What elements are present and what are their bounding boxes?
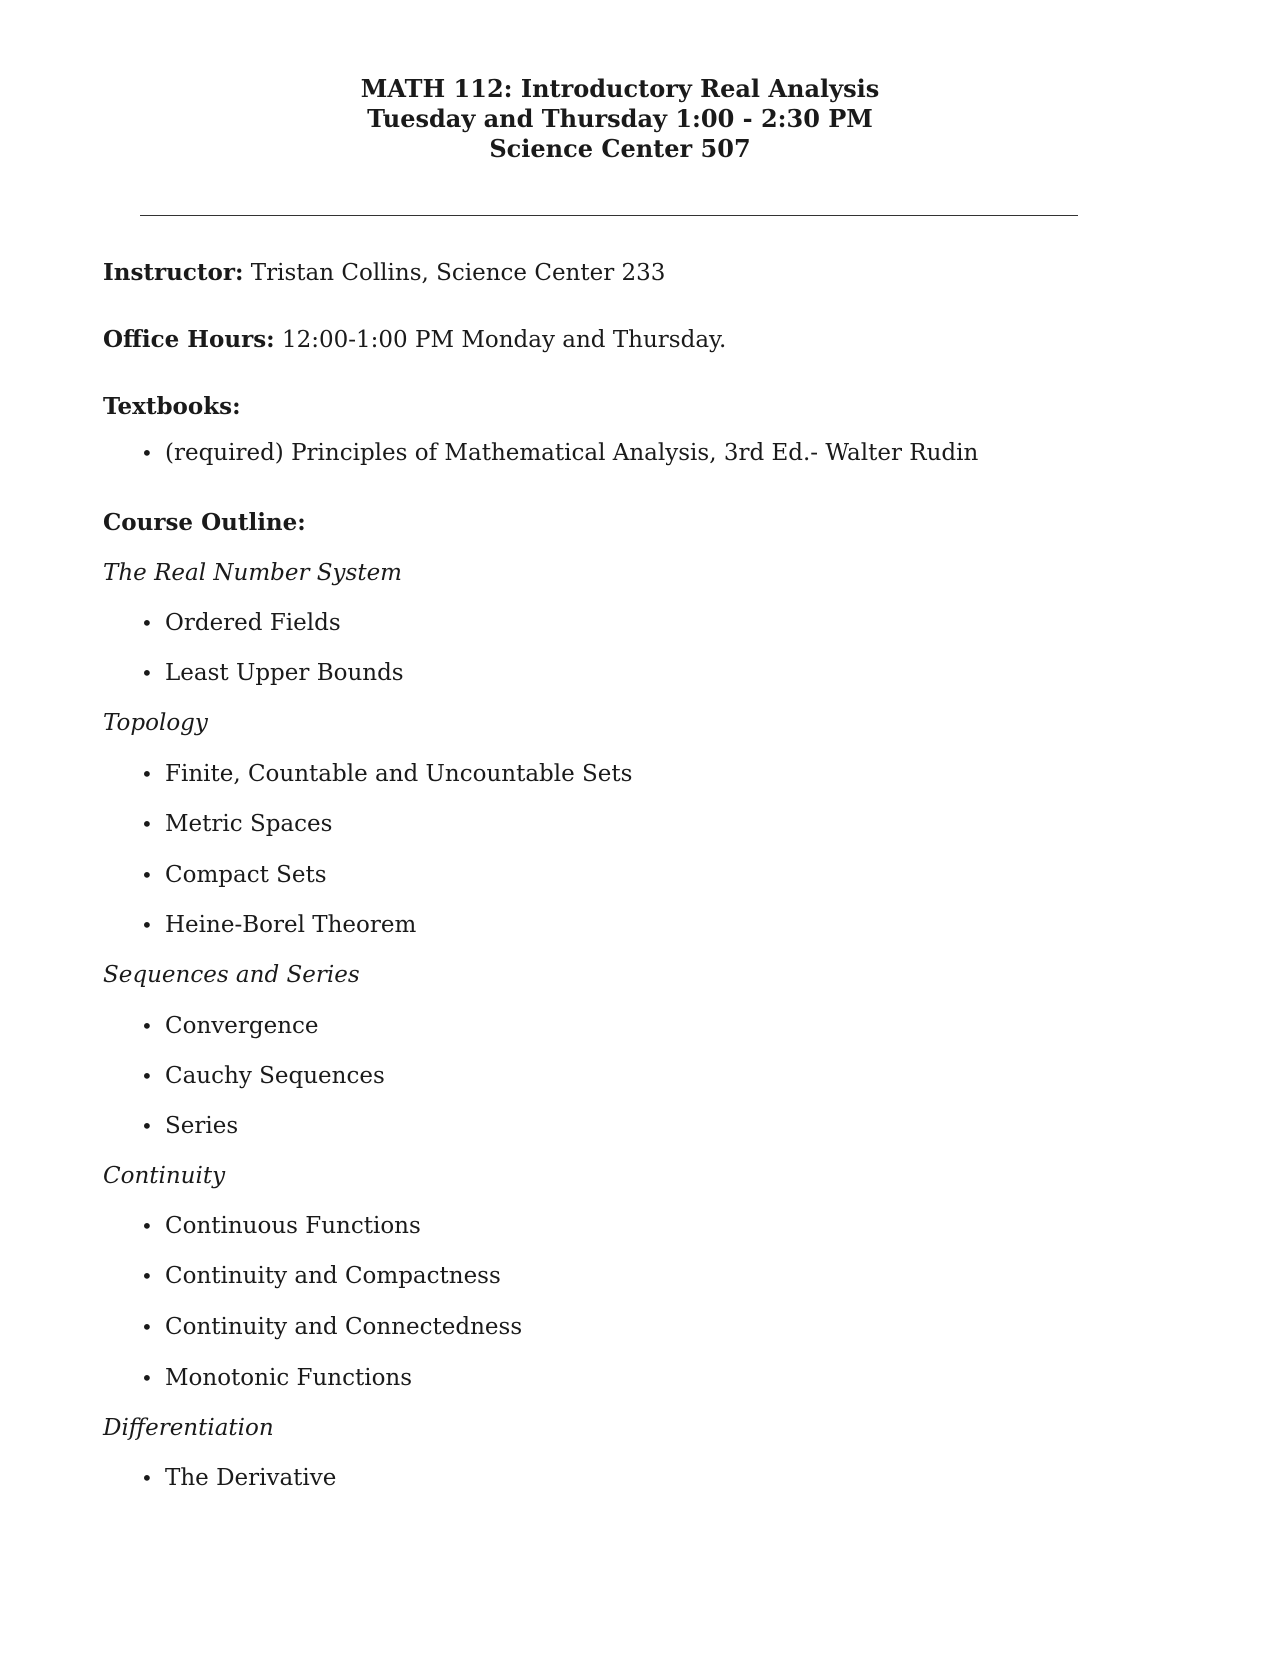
outline-item: Continuity and Compactness: [165, 1263, 501, 1289]
list-item: [141, 1011, 319, 1041]
bullet-icon: •: [141, 913, 153, 937]
course-title: MATH 112: Introductory Real Analysis: [360, 74, 880, 103]
outline-item: Cauchy Sequences: [165, 1063, 385, 1089]
list-item: [141, 1061, 385, 1091]
list-item: [141, 1261, 501, 1291]
bullet-icon: •: [141, 661, 153, 685]
outline-item: Convergence: [165, 1013, 319, 1039]
course-schedule: Tuesday and Thursday 1:00 - 2:30 PM: [367, 104, 873, 133]
list-item: [141, 608, 341, 638]
bullet-icon: •: [141, 1064, 153, 1088]
outline-item: Least Upper Bounds: [165, 660, 404, 686]
outline-section-title: Continuity: [103, 1163, 226, 1189]
office-hours-field: [103, 325, 726, 355]
outline-item: Metric Spaces: [165, 811, 333, 837]
outline-item: Series: [165, 1113, 239, 1139]
list-item: [141, 658, 404, 688]
bullet-icon: •: [141, 611, 153, 635]
bullet-icon: •: [141, 1114, 153, 1138]
bullet-icon: •: [141, 762, 153, 786]
outline-item: The Derivative: [165, 1465, 337, 1491]
list-item: [141, 910, 416, 940]
course-outline-heading: Course Outline:: [103, 509, 306, 536]
bullet-icon: •: [141, 441, 153, 465]
list-item: [141, 860, 327, 890]
bullet-icon: •: [141, 1315, 153, 1339]
instructor-label: Instructor:: [103, 259, 244, 286]
list-item: [141, 1211, 421, 1241]
outline-item: Monotonic Functions: [165, 1365, 413, 1391]
list-item: [141, 1363, 412, 1393]
outline-item: Continuity and Connectedness: [165, 1314, 523, 1340]
bullet-icon: •: [141, 1214, 153, 1238]
course-location: Science Center 507: [489, 134, 751, 163]
outline-item: Finite, Countable and Uncountable Sets: [165, 761, 633, 787]
outline-section-title: Differentiation: [103, 1415, 274, 1441]
bullet-icon: •: [141, 863, 153, 887]
bullet-icon: •: [141, 1466, 153, 1490]
list-item: [141, 759, 632, 789]
list-item: [141, 809, 332, 839]
bullet-icon: •: [141, 1014, 153, 1038]
outline-item: Heine-Borel Theorem: [165, 912, 417, 938]
outline-item: Ordered Fields: [165, 610, 341, 636]
outline-item: Continuous Functions: [165, 1213, 421, 1239]
textbook-item: (required) Principles of Mathematical Analysis, 3rd Ed.- Walter Rudin: [165, 440, 979, 466]
outline-section-title: The Real Number System: [103, 560, 402, 586]
outline-item: Compact Sets: [165, 862, 327, 888]
list-item: [141, 1312, 522, 1342]
header-divider: [140, 215, 1078, 216]
textbooks-heading: Textbooks:: [103, 393, 241, 420]
bullet-icon: •: [141, 1366, 153, 1390]
outline-section-title: Topology: [103, 710, 208, 736]
list-item: [141, 1463, 336, 1493]
instructor-field: [103, 258, 665, 288]
bullet-icon: •: [141, 1264, 153, 1288]
instructor-value: Tristan Collins, Science Center 233: [250, 260, 666, 286]
bullet-icon: •: [141, 812, 153, 836]
office-hours-label: Office Hours:: [103, 326, 275, 353]
list-item: [141, 438, 978, 468]
document-header: [0, 74, 1240, 164]
office-hours-value: 12:00-1:00 PM Monday and Thursday.: [281, 327, 727, 353]
outline-section-title: Sequences and Series: [103, 962, 360, 988]
list-item: [141, 1111, 238, 1141]
